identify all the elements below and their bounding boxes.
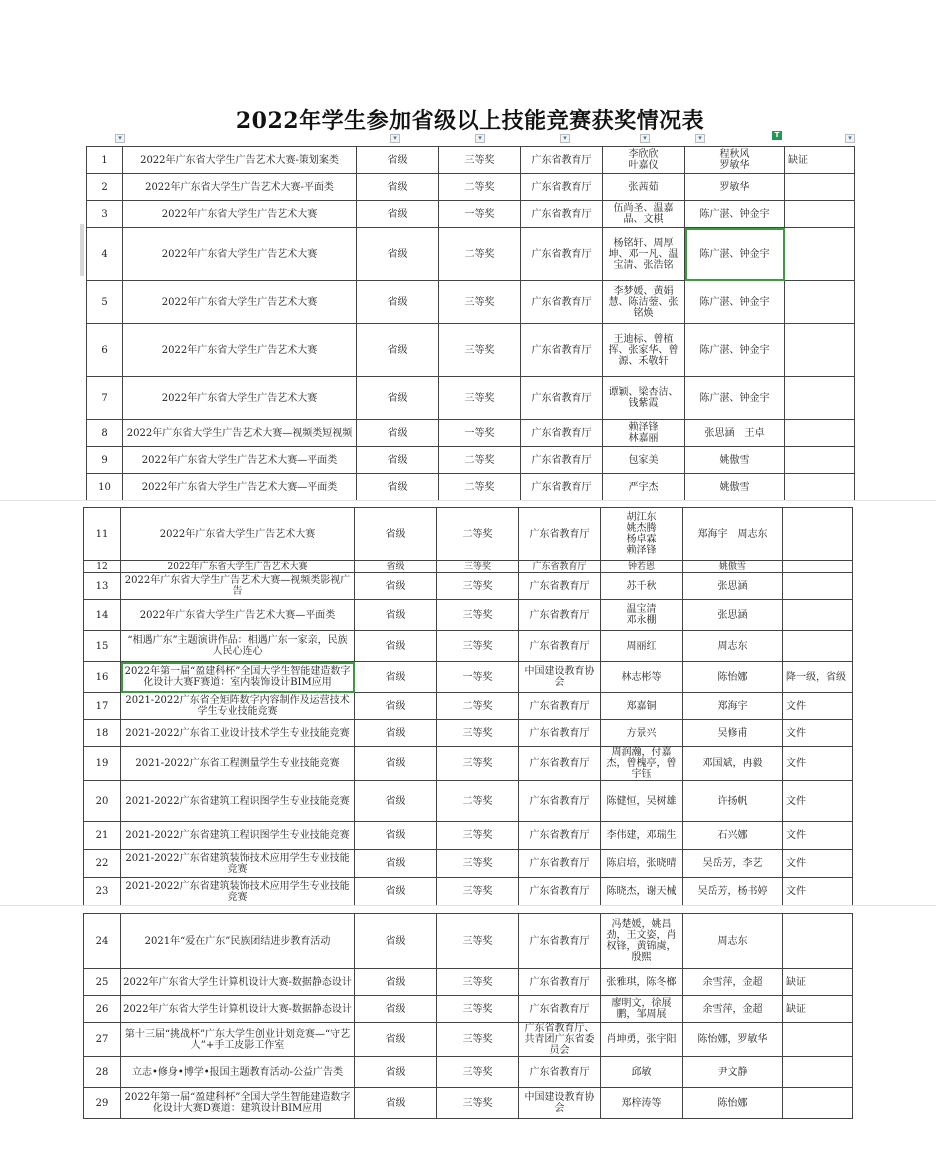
filter-dropdown-icon[interactable]: ▾ [390, 134, 400, 143]
filter-dropdown-icon[interactable]: ▾ [695, 134, 705, 143]
cell-students[interactable]: 肖坤勇，张宇阳 [601, 1023, 683, 1057]
cell-level[interactable]: 省级 [355, 508, 437, 561]
cell-note[interactable] [783, 1088, 853, 1119]
cell-note[interactable] [785, 324, 855, 377]
cell-award[interactable]: 三等奖 [437, 631, 519, 662]
page-divider [0, 905, 936, 906]
cell-name[interactable]: 2022年广东省大学生广告艺术大赛 [123, 228, 357, 281]
cell-note[interactable]: 文件 [783, 747, 853, 781]
cell-note[interactable] [783, 1023, 853, 1057]
cell-org[interactable]: 广东省教育厅 [519, 878, 601, 906]
cell-teacher[interactable]: 陈广湛、钟金宇 [685, 281, 785, 324]
cell-org[interactable]: 广东省教育厅 [521, 324, 603, 377]
cell-teacher[interactable]: 程秋风 罗敏华 [685, 147, 785, 174]
cell-teacher[interactable]: 余雪萍，金超 [683, 969, 783, 996]
cell-note[interactable]: 文件 [783, 781, 853, 822]
cell-org[interactable]: 广东省教育厅 [519, 631, 601, 662]
cell-level[interactable]: 省级 [355, 781, 437, 822]
cell-teacher[interactable]: 姚傲雪 [685, 474, 785, 501]
cell-note[interactable]: 文件 [783, 822, 853, 850]
cell-no[interactable]: 5 [87, 281, 123, 324]
cell-level[interactable]: 省级 [357, 174, 439, 201]
filter-dropdown-icon[interactable]: ▾ [845, 134, 855, 143]
cell-org[interactable]: 广东省教育厅 [519, 693, 601, 720]
cell-level[interactable]: 省级 [355, 822, 437, 850]
cell-name[interactable]: 立志•修身•博学•报国主题教育活动-公益广告类 [121, 1057, 355, 1088]
cell-teacher[interactable]: 余雪萍，金超 [683, 996, 783, 1023]
table-row [84, 747, 853, 781]
table-row [87, 377, 855, 420]
cell-name[interactable]: 2022年广东省大学生计算机设计大赛-数据静态设计 [121, 996, 355, 1023]
cell-org[interactable]: 广东省教育厅 [521, 281, 603, 324]
cell-level[interactable]: 省级 [355, 914, 437, 969]
cell-org[interactable]: 广东省教育厅 [519, 508, 601, 561]
cell-org[interactable]: 广东省教育厅 [521, 474, 603, 501]
cell-students[interactable]: 廖明文，徐展鹏，邹周展 [601, 996, 683, 1023]
cell-note[interactable] [785, 377, 855, 420]
cell-no[interactable]: 27 [84, 1023, 121, 1057]
cell-no[interactable]: 28 [84, 1057, 121, 1088]
table-row [84, 720, 853, 747]
awards-table-section-1 [86, 146, 855, 501]
cell-name[interactable]: 2021-2022广东省建筑工程识图学生专业技能竞赛 [121, 781, 355, 822]
table-row [87, 147, 855, 174]
cell-award[interactable]: 三等奖 [437, 1088, 519, 1119]
cell-name[interactable]: 2021-2022广东省工业设计技术学生专业技能竞赛 [121, 720, 355, 747]
table-row [87, 324, 855, 377]
cell-teacher[interactable]: 张思涵 [683, 600, 783, 631]
table-row [87, 201, 855, 228]
filter-active-icon[interactable]: T [772, 131, 782, 140]
cell-award[interactable]: 三等奖 [437, 878, 519, 906]
cell-teacher[interactable]: 张思涵 王卓 [685, 420, 785, 447]
filter-dropdown-icon[interactable]: ▾ [115, 134, 125, 143]
table-row [84, 600, 853, 631]
table-row [84, 1088, 853, 1119]
cell-name[interactable]: 2022年广东省大学生广告艺术大赛 [123, 324, 357, 377]
cell-org[interactable]: 广东省教育厅 [519, 747, 601, 781]
cell-name[interactable]: 2022年广东省大学生广告艺术大赛-平面类 [123, 174, 357, 201]
cell-name[interactable]: 2022年广东省大学生广告艺术大赛 [123, 201, 357, 228]
cell-award[interactable]: 二等奖 [439, 447, 521, 474]
table-row [87, 228, 855, 281]
cell-note[interactable] [783, 508, 853, 561]
cell-note[interactable] [785, 447, 855, 474]
cell-name[interactable]: “相遇广东”主题演讲作品：相遇广东一家亲，民族人民心连心 [121, 631, 355, 662]
cell-level[interactable]: 省级 [355, 850, 437, 878]
cell-award[interactable]: 三等奖 [439, 377, 521, 420]
cell-teacher[interactable]: 邓国斌，冉毅 [683, 747, 783, 781]
cell-note[interactable] [785, 174, 855, 201]
cell-level[interactable]: 省级 [355, 1088, 437, 1119]
cell-no[interactable]: 26 [84, 996, 121, 1023]
cell-students[interactable]: 李梦媛、黄娟慧、陈洁蓥、张铭焕 [603, 281, 685, 324]
cell-award[interactable]: 二等奖 [437, 781, 519, 822]
cell-level[interactable]: 省级 [355, 747, 437, 781]
cell-level[interactable]: 省级 [355, 662, 437, 693]
table-row [87, 420, 855, 447]
cell-students[interactable]: 王迪标、曾植挥、张家华、曾源、禾敬轩 [603, 324, 685, 377]
cell-note[interactable]: 文件 [783, 850, 853, 878]
cell-teacher[interactable]: 陈怡娜 [683, 662, 783, 693]
cell-students[interactable]: 李伟建，邓瑞生 [601, 822, 683, 850]
cell-name[interactable]: 2022年第一届“盈建科杯”全国大学生智能建造数字化设计大赛F赛道：室内装饰设计BIM应用 [121, 662, 355, 693]
cell-students[interactable]: 周丽红 [601, 631, 683, 662]
cell-org[interactable]: 广东省教育厅 [519, 573, 601, 600]
cell-no[interactable]: 23 [84, 878, 121, 906]
cell-no[interactable]: 10 [87, 474, 123, 501]
cell-teacher[interactable]: 陈广湛、钟金宇 [685, 201, 785, 228]
cell-org[interactable]: 广东省教育厅 [521, 228, 603, 281]
table-row [84, 662, 853, 693]
cell-org[interactable]: 广东省教育厅 [519, 850, 601, 878]
cell-students[interactable]: 李欣欣 叶嘉仪 [603, 147, 685, 174]
table-row [84, 878, 853, 906]
cell-no[interactable]: 4 [87, 228, 123, 281]
cell-teacher[interactable]: 吴岳芳，李艺 [683, 850, 783, 878]
cell-note[interactable] [785, 228, 855, 281]
cell-students[interactable]: 林志彬等 [601, 662, 683, 693]
cell-award[interactable]: 一等奖 [437, 662, 519, 693]
cell-note[interactable] [785, 201, 855, 228]
cell-name[interactable]: 2022年广东省大学生广告艺术大赛—平面类 [123, 474, 357, 501]
cell-award[interactable]: 三等奖 [437, 600, 519, 631]
cell-no[interactable]: 1 [87, 147, 123, 174]
cell-students[interactable]: 严宇杰 [603, 474, 685, 501]
table-row [84, 631, 853, 662]
table-row [84, 969, 853, 996]
cell-students[interactable]: 包家美 [603, 447, 685, 474]
cell-award[interactable]: 三等奖 [437, 1057, 519, 1088]
cell-name[interactable]: 2022年广东省大学生计算机设计大赛-数据静态设计 [121, 969, 355, 996]
cell-students[interactable]: 苏千秋 [601, 573, 683, 600]
cell-no[interactable]: 7 [87, 377, 123, 420]
cell-name[interactable]: 2021年“爱在广东”民族团结进步教育活动 [121, 914, 355, 969]
cell-no[interactable]: 19 [84, 747, 121, 781]
cell-teacher[interactable]: 陈广湛、钟金宇 [685, 324, 785, 377]
table-row [84, 1057, 853, 1088]
awards-table-section-2 [83, 507, 853, 906]
table-row [84, 561, 853, 573]
filter-dropdown-icon[interactable]: ▾ [640, 134, 650, 143]
cell-note[interactable]: 缺证 [785, 147, 855, 174]
cell-no[interactable]: 17 [84, 693, 121, 720]
cell-teacher[interactable]: 姚傲雪 [683, 561, 783, 573]
cell-name[interactable]: 2022年广东省大学生广告艺术大赛 [121, 508, 355, 561]
cell-org[interactable]: 广东省教育厅 [521, 201, 603, 228]
cell-note[interactable] [785, 474, 855, 501]
table-row [87, 174, 855, 201]
filter-dropdown-icon[interactable]: ▾ [475, 134, 485, 143]
cell-teacher[interactable]: 吴修甫 [683, 720, 783, 747]
cell-award[interactable]: 二等奖 [437, 508, 519, 561]
cell-no[interactable]: 2 [87, 174, 123, 201]
cell-award[interactable]: 三等奖 [437, 561, 519, 573]
table-row [84, 573, 853, 600]
cell-students[interactable]: 赖泽锋 林嘉丽 [603, 420, 685, 447]
cell-name[interactable]: 2022年广东省大学生广告艺术大赛 [123, 377, 357, 420]
cell-level[interactable]: 省级 [355, 561, 437, 573]
cell-org[interactable]: 广东省教育厅 [521, 147, 603, 174]
cell-org[interactable]: 广东省教育厅 [519, 720, 601, 747]
cell-note[interactable]: 文件 [783, 878, 853, 906]
cell-no[interactable]: 20 [84, 781, 121, 822]
cell-note[interactable] [783, 631, 853, 662]
cell-level[interactable]: 省级 [357, 228, 439, 281]
cell-name[interactable]: 2022年广东省大学生广告艺术大赛-策划案类 [123, 147, 357, 174]
table-row [84, 1023, 853, 1057]
cell-students[interactable]: 温宝清 邓永棚 [601, 600, 683, 631]
cell-no[interactable]: 25 [84, 969, 121, 996]
cell-no[interactable]: 11 [84, 508, 121, 561]
table-row [84, 781, 853, 822]
cell-students[interactable]: 杨铭轩、周厚坤、邓一凡、温宝清、张浩铭 [603, 228, 685, 281]
cell-students[interactable]: 方景兴 [601, 720, 683, 747]
cell-level[interactable]: 省级 [355, 631, 437, 662]
cell-name[interactable]: 2022年广东省大学生广告艺术大赛—平面类 [121, 600, 355, 631]
cell-name[interactable]: 第十三届“挑战杯”广东大学生创业计划竞赛—“守艺人”+手工皮影工作室 [121, 1023, 355, 1057]
cell-no[interactable]: 29 [84, 1088, 121, 1119]
cell-students[interactable]: 周润瀚，付嘉杰，曾槐亭，曾宇钰 [601, 747, 683, 781]
cell-teacher[interactable]: 张思涵 [683, 573, 783, 600]
cell-students[interactable]: 陈健恒，吴树雄 [601, 781, 683, 822]
cell-level[interactable]: 省级 [355, 1057, 437, 1088]
cell-org[interactable]: 中国建设教育协会 [519, 1088, 601, 1119]
cell-level[interactable]: 省级 [357, 447, 439, 474]
cell-students[interactable]: 张茜茹 [603, 174, 685, 201]
cell-no[interactable]: 13 [84, 573, 121, 600]
cell-award[interactable]: 三等奖 [437, 850, 519, 878]
cell-award[interactable]: 三等奖 [437, 720, 519, 747]
cell-award[interactable]: 三等奖 [439, 324, 521, 377]
cell-award[interactable]: 二等奖 [439, 174, 521, 201]
cell-note[interactable]: 缺证 [783, 969, 853, 996]
cell-no[interactable]: 12 [84, 561, 121, 573]
filter-dropdown-icon[interactable]: ▾ [560, 134, 570, 143]
cell-org[interactable]: 广东省教育厅 [519, 822, 601, 850]
cell-teacher[interactable]: 石兴娜 [683, 822, 783, 850]
cell-note[interactable] [783, 561, 853, 573]
cell-org[interactable]: 广东省教育厅 [519, 561, 601, 573]
table-row [84, 508, 853, 561]
cell-award[interactable]: 三等奖 [437, 747, 519, 781]
cell-award[interactable]: 三等奖 [437, 969, 519, 996]
table-row [84, 693, 853, 720]
cell-no[interactable]: 21 [84, 822, 121, 850]
page-divider [0, 500, 936, 501]
cell-level[interactable]: 省级 [355, 693, 437, 720]
cell-no[interactable]: 8 [87, 420, 123, 447]
cell-note[interactable] [783, 573, 853, 600]
cell-name[interactable]: 2022年广东省大学生广告艺术大赛 [121, 561, 355, 573]
cell-level[interactable]: 省级 [355, 600, 437, 631]
cell-award[interactable]: 三等奖 [437, 996, 519, 1023]
cell-teacher[interactable]: 郑海宇 周志东 [683, 508, 783, 561]
cell-students[interactable]: 郑梓涛等 [601, 1088, 683, 1119]
cell-award[interactable]: 三等奖 [437, 914, 519, 969]
cell-level[interactable]: 省级 [357, 420, 439, 447]
cell-no[interactable]: 16 [84, 662, 121, 693]
cell-name[interactable]: 2022年广东省大学生广告艺术大赛—平面类 [123, 447, 357, 474]
cell-students[interactable]: 陈启培，张晓晴 [601, 850, 683, 878]
cell-students[interactable]: 胡江东 姚杰腾 杨卓霖 赖泽锋 [601, 508, 683, 561]
table-row [84, 850, 853, 878]
cell-name[interactable]: 2021-2022广东省建筑装饰技术应用学生专业技能竞赛 [121, 878, 355, 906]
cell-note[interactable] [783, 1057, 853, 1088]
cell-level[interactable]: 省级 [357, 324, 439, 377]
cell-level[interactable]: 省级 [357, 474, 439, 501]
cell-level[interactable]: 省级 [357, 201, 439, 228]
cell-org[interactable]: 广东省教育厅 [519, 1057, 601, 1088]
cell-award[interactable]: 一等奖 [439, 420, 521, 447]
cell-no[interactable]: 15 [84, 631, 121, 662]
cell-level[interactable]: 省级 [355, 969, 437, 996]
cell-org[interactable]: 广东省教育厅 [521, 377, 603, 420]
cell-teacher[interactable]: 吴岳芳，杨书婷 [683, 878, 783, 906]
cell-org[interactable]: 广东省教育厅 [519, 600, 601, 631]
cell-note[interactable] [783, 600, 853, 631]
table-row [87, 281, 855, 324]
cell-level[interactable]: 省级 [355, 1023, 437, 1057]
cell-name[interactable]: 2021-2022广东省建筑工程识图学生专业技能竞赛 [121, 822, 355, 850]
cell-note[interactable]: 缺证 [783, 996, 853, 1023]
cell-name[interactable]: 2021-2022广东省工程测量学生专业技能竞赛 [121, 747, 355, 781]
cell-students[interactable]: 冯楚媛，姚昌劲，王文姿，肖权锋，黄锦虞，殷熙 [601, 914, 683, 969]
table-row [84, 996, 853, 1023]
cell-students[interactable]: 郑嘉铜 [601, 693, 683, 720]
cell-award[interactable]: 二等奖 [439, 228, 521, 281]
cell-teacher[interactable]: 许扬帆 [683, 781, 783, 822]
table-row [84, 822, 853, 850]
table-row [87, 474, 855, 501]
cell-name[interactable]: 2022年广东省大学生广告艺术大赛—视频类短视频 [123, 420, 357, 447]
cell-award[interactable]: 三等奖 [437, 822, 519, 850]
cell-award[interactable]: 三等奖 [437, 1023, 519, 1057]
cell-teacher[interactable]: 陈怡娜，罗敏华 [683, 1023, 783, 1057]
cell-level[interactable]: 省级 [357, 147, 439, 174]
cell-teacher[interactable]: 陈广湛、钟金宇 [685, 228, 785, 281]
cell-name[interactable]: 2022年广东省大学生广告艺术大赛—视频类影视广告 [121, 573, 355, 600]
cell-no[interactable]: 14 [84, 600, 121, 631]
cell-note[interactable] [785, 281, 855, 324]
cell-teacher[interactable]: 周志东 [683, 631, 783, 662]
cell-award[interactable]: 二等奖 [437, 693, 519, 720]
cell-award[interactable]: 三等奖 [439, 281, 521, 324]
cell-teacher[interactable]: 姚傲雪 [685, 447, 785, 474]
cell-org[interactable]: 广东省教育厅 [519, 996, 601, 1023]
cell-students[interactable]: 伍尚圣、温嘉晶、文棋 [603, 201, 685, 228]
cell-no[interactable]: 24 [84, 914, 121, 969]
cell-org[interactable]: 广东省教育厅、共青团广东省委员会 [519, 1023, 601, 1057]
cell-name[interactable]: 2021-2022广东省建筑装饰技术应用学生专业技能竞赛 [121, 850, 355, 878]
cell-award[interactable]: 三等奖 [437, 573, 519, 600]
cell-note[interactable]: 文件 [783, 720, 853, 747]
cell-note[interactable] [785, 420, 855, 447]
cell-org[interactable]: 广东省教育厅 [521, 174, 603, 201]
page-title: 2022年学生参加省级以上技能竞赛获奖情况表 [235, 108, 705, 134]
cell-org[interactable]: 中国建设教育协会 [519, 662, 601, 693]
cell-org[interactable]: 广东省教育厅 [519, 969, 601, 996]
cell-level[interactable]: 省级 [355, 573, 437, 600]
cell-award[interactable]: 一等奖 [439, 201, 521, 228]
cell-students[interactable]: 陈晓杰，谢天械 [601, 878, 683, 906]
table-row [84, 914, 853, 969]
cell-teacher[interactable]: 尹文静 [683, 1057, 783, 1088]
cell-note[interactable]: 文件 [783, 693, 853, 720]
cell-org[interactable]: 广东省教育厅 [521, 420, 603, 447]
cell-teacher[interactable]: 郑海宇 [683, 693, 783, 720]
cell-students[interactable]: 邱敏 [601, 1057, 683, 1088]
cell-org[interactable]: 广东省教育厅 [521, 447, 603, 474]
cell-note[interactable] [783, 914, 853, 969]
cell-teacher[interactable]: 陈怡娜 [683, 1088, 783, 1119]
cell-no[interactable]: 9 [87, 447, 123, 474]
cell-name[interactable]: 2022年广东省大学生广告艺术大赛 [123, 281, 357, 324]
row-header-highlight [80, 224, 84, 276]
cell-students[interactable]: 钟若恩 [601, 561, 683, 573]
cell-note[interactable]: 降一级，省级 [783, 662, 853, 693]
cell-org[interactable]: 广东省教育厅 [519, 914, 601, 969]
cell-no[interactable]: 6 [87, 324, 123, 377]
cell-students[interactable]: 谭颖、梁杏洁、钱紫霞 [603, 377, 685, 420]
cell-teacher[interactable]: 罗敏华 [685, 174, 785, 201]
cell-students[interactable]: 张雅琪，陈冬榔 [601, 969, 683, 996]
cell-level[interactable]: 省级 [355, 720, 437, 747]
cell-level[interactable]: 省级 [355, 878, 437, 906]
cell-level[interactable]: 省级 [357, 377, 439, 420]
cell-name[interactable]: 2021-2022广东省全矩阵数字内容制作及运营技术学生专业技能竞赛 [121, 693, 355, 720]
cell-award[interactable]: 二等奖 [439, 474, 521, 501]
table-row [87, 447, 855, 474]
cell-teacher[interactable]: 周志东 [683, 914, 783, 969]
cell-teacher[interactable]: 陈广湛、钟金宇 [685, 377, 785, 420]
cell-no[interactable]: 3 [87, 201, 123, 228]
cell-award[interactable]: 三等奖 [439, 147, 521, 174]
awards-table-section-3 [83, 913, 853, 1119]
cell-level[interactable]: 省级 [355, 996, 437, 1023]
cell-name[interactable]: 2022年第一届“盈建科杯”全国大学生智能建造数字化设计大赛D赛道：建筑设计BIM应用 [121, 1088, 355, 1119]
cell-no[interactable]: 22 [84, 850, 121, 878]
cell-level[interactable]: 省级 [357, 281, 439, 324]
cell-org[interactable]: 广东省教育厅 [519, 781, 601, 822]
cell-no[interactable]: 18 [84, 720, 121, 747]
